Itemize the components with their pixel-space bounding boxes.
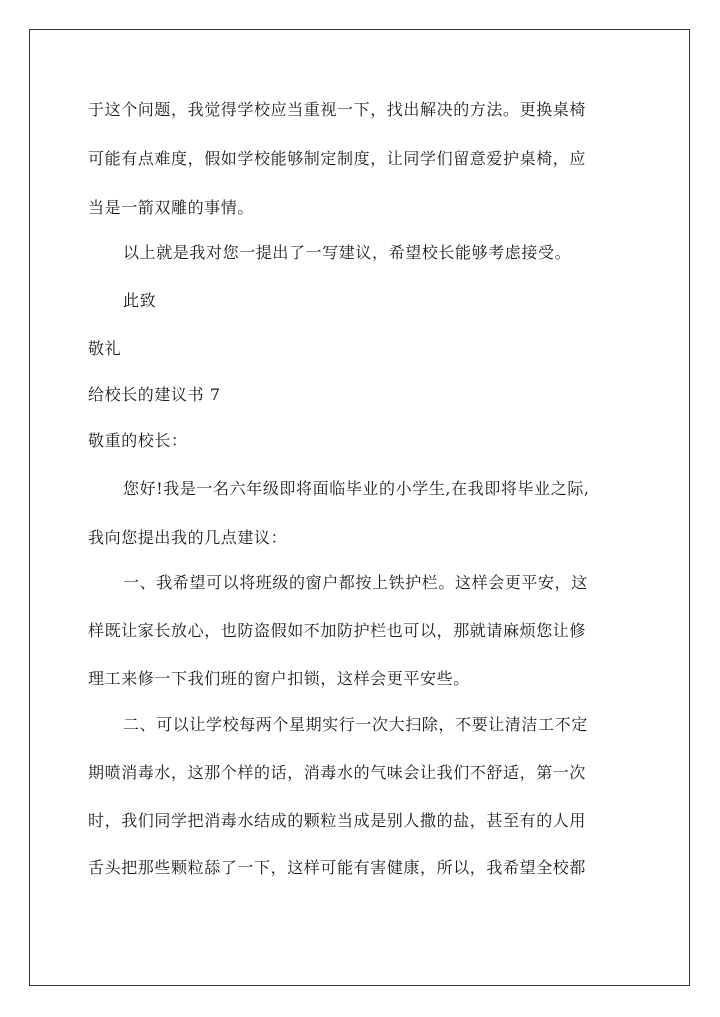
text-line: 理工来修一下我们班的窗户扣锁，这样会更平安些。 xyxy=(88,669,470,688)
page-border xyxy=(29,29,690,986)
paragraph-line: 您好!我是一名六年级即将面临毕业的小学生,在我即将毕业之际, xyxy=(123,479,590,498)
closing-regards: 敬礼 xyxy=(88,339,122,358)
section-title: 给校长的建议书 7 xyxy=(88,385,221,404)
greeting: 敬重的校长： xyxy=(88,431,188,450)
text-line: 于这个问题，我觉得学校应当重视一下，找出解决的方法。更换桌椅 xyxy=(88,100,587,119)
paragraph-line: 以上就是我对您一提出了一写建议，希望校长能够考虑接受。 xyxy=(123,243,572,262)
closing-salutation: 此致 xyxy=(123,291,157,310)
text-line: 舌头把那些颗粒舔了一下，这样可能有害健康，所以，我希望全校都 xyxy=(88,858,587,877)
text-line: 我向您提出我的几点建议： xyxy=(88,528,288,547)
text-line: 样既让家长放心，也防盗假如不加防护栏也可以，那就请麻烦您让修 xyxy=(88,621,587,640)
text-line: 时，我们同学把消毒水结成的颗粒当成是别人撒的盐，甚至有的人用 xyxy=(88,811,587,830)
text-line: 期喷消毒水，这那个样的话，消毒水的气味会让我们不舒适，第一次 xyxy=(88,763,587,782)
paragraph-line: 二、可以让学校每两个星期实行一次大扫除，不要让清洁工不定 xyxy=(123,715,588,734)
text-line: 当是一箭双雕的事情。 xyxy=(88,198,255,217)
text-line: 可能有点难度，假如学校能够制定制度，让同学们留意爱护桌椅，应 xyxy=(88,149,587,168)
paragraph-line: 一、我希望可以将班级的窗户都按上铁护栏。这样会更平安，这 xyxy=(123,573,588,592)
